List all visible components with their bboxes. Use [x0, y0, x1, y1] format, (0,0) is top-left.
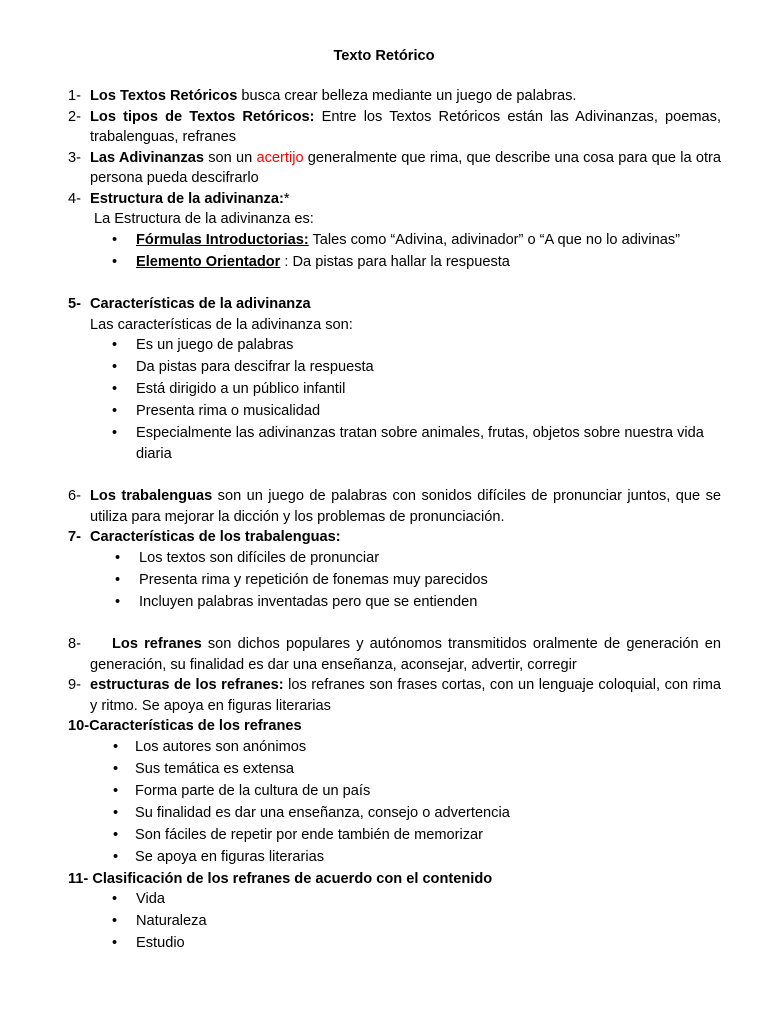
bullet-icon: •: [113, 826, 119, 843]
section-number: 8-: [68, 636, 81, 652]
bullet-text: Es un juego de palabras: [136, 337, 294, 353]
bullet-icon: •: [115, 593, 121, 610]
section-number: 4-: [68, 190, 81, 207]
section-label: 11- Clasificación de los refranes de acuerdo con el contenido: [68, 870, 493, 887]
section-7: [0, 527, 721, 548]
bullet-icon: •: [113, 848, 119, 865]
section-text: generalmente que rima, que describe una cosa para que la otra persona pueda descifrarlo: [90, 149, 721, 186]
bullet-icon: •: [113, 738, 119, 755]
section-9: [0, 675, 721, 716]
list-item: [0, 933, 721, 954]
section-label: Los tipos de Textos Retóricos:: [90, 108, 315, 125]
section-label: Estructura de la adivinanza:: [90, 190, 284, 207]
bullet-text: Especialmente las adivinanzas tratan sobre animales, frutas, objetos sobre nuestra vida diaria: [136, 425, 704, 462]
section-number: 2-: [68, 108, 81, 125]
section-label: Características de los trabalenguas:: [90, 529, 341, 545]
section-4: [0, 189, 721, 210]
section-text: los refranes son frases cortas, con un lenguaje coloquial, con rima y ritmo. Se apoya en figuras literarias: [90, 677, 721, 714]
bullet-icon: •: [112, 891, 118, 907]
section-number: 9-: [68, 677, 81, 693]
section-number: 6-: [68, 488, 81, 504]
bullet-text: Tales como “Adivina, adivinador” o “A que no lo adivinas”: [308, 231, 680, 248]
bullet-text: Incluyen palabras inventadas pero que se entienden: [139, 593, 478, 610]
section-text: son un: [204, 149, 257, 166]
section-label: 10-Características de los refranes: [68, 718, 302, 734]
list-item: [0, 401, 721, 422]
page-title: Texto Retórico: [333, 48, 435, 64]
list-item: [0, 548, 721, 569]
section-text: busca crear belleza mediante un juego de palabras.: [237, 88, 577, 104]
section-11-bullets: [0, 889, 768, 954]
section-11: [0, 869, 721, 890]
list-item: [0, 379, 721, 400]
section-label: Los trabalenguas: [90, 488, 213, 504]
bullet-icon: •: [112, 359, 118, 375]
list-item: [0, 252, 721, 273]
section-4-intro: La Estructura de la adivinanza es:: [94, 211, 314, 227]
section-4-bullets: [0, 230, 768, 273]
list-item: [0, 335, 721, 356]
list-item: [0, 911, 721, 932]
list-item: [0, 889, 721, 910]
section-5: [0, 294, 721, 315]
bullet-icon: •: [115, 549, 121, 566]
section-text: son dichos populares y autónomos transmitidos oralmente de generación en generación, su finalidad es dar una enseñanza, aconsejar, advertir, corregir: [90, 636, 721, 673]
bullet-text: Sus temática es extensa: [135, 760, 294, 777]
bullet-text: Se apoya en figuras literarias: [135, 848, 325, 865]
bullet-icon: •: [112, 935, 118, 951]
section-10: [0, 716, 721, 737]
bullet-label: Fórmulas Introductorias:: [136, 231, 309, 248]
bullet-text: Son fáciles de repetir por ende también de memorizar: [135, 826, 483, 843]
bullet-icon: •: [113, 760, 119, 777]
bullet-text: Forma parte de la cultura de un país: [135, 782, 371, 799]
section-number: 1-: [68, 88, 81, 104]
list-item: [0, 847, 720, 868]
section-2: [0, 107, 721, 148]
bullet-text: Presenta rima o musicalidad: [136, 403, 321, 419]
document-body: [0, 86, 768, 955]
list-item: [0, 357, 721, 378]
section-5-intro: Las características de la adivinanza son:: [90, 316, 353, 333]
list-item: [0, 737, 720, 758]
section-label: Los Textos Retóricos: [90, 88, 238, 104]
highlighted-word: acertijo: [256, 149, 304, 166]
bullet-text: : Da pistas para hallar la respuesta: [280, 253, 510, 270]
bullet-icon: •: [113, 804, 119, 821]
bullet-text: Presenta rima y repetición de fonemas muy parecidos: [139, 571, 488, 588]
section-10-bullets: [0, 737, 768, 868]
section-3: [0, 148, 721, 189]
bullet-icon: •: [112, 253, 118, 270]
bullet-icon: •: [113, 782, 119, 799]
bullet-text: Los textos son difíciles de pronunciar: [139, 549, 380, 566]
asterisk: *: [283, 190, 290, 207]
bullet-text: Los autores son anónimos: [135, 738, 307, 755]
list-item: [0, 423, 721, 464]
list-item: [0, 592, 721, 613]
bullet-text: Naturaleza: [136, 913, 207, 929]
list-item: [0, 570, 721, 591]
section-text: son un juego de palabras con sonidos difíciles de pronunciar juntos, que se utiliza para mejorar la dicción y los problemas de pronunciación.: [90, 488, 721, 525]
section-label: Características de la adivinanza: [90, 296, 311, 312]
bullet-text: Vida: [136, 891, 165, 907]
list-item: [0, 803, 720, 824]
section-7-bullets: [0, 548, 768, 613]
bullet-text: Da pistas para descifrar la respuesta: [136, 359, 374, 375]
section-8: [0, 634, 721, 675]
section-6: [0, 486, 721, 527]
bullet-icon: •: [112, 337, 118, 353]
section-1: [0, 86, 721, 107]
section-number: 5-: [68, 296, 81, 312]
section-5-bullets: [0, 335, 768, 464]
list-item: [0, 825, 720, 846]
section-label: estructuras de los refranes:: [90, 677, 284, 693]
bullet-icon: •: [112, 425, 118, 441]
section-text: Entre los Textos Retóricos están las Adivinanzas, poemas, trabalenguas, refranes: [90, 108, 722, 145]
section-label: Las Adivinanzas: [90, 149, 205, 166]
bullet-icon: •: [112, 231, 118, 248]
list-item: [0, 230, 721, 251]
bullet-icon: •: [115, 571, 121, 588]
list-item: [0, 781, 720, 802]
section-number: 3-: [68, 149, 81, 166]
bullet-icon: •: [112, 913, 118, 929]
section-number: 7-: [68, 529, 81, 545]
section-label: Los refranes: [112, 636, 202, 652]
bullet-text: Su finalidad es dar una enseñanza, consejo o advertencia: [135, 804, 510, 821]
bullet-text: Está dirigido a un público infantil: [136, 381, 346, 397]
bullet-icon: •: [112, 403, 118, 419]
bullet-icon: •: [112, 381, 118, 397]
list-item: [0, 759, 720, 780]
bullet-text: Estudio: [136, 935, 185, 951]
bullet-label: Elemento Orientador: [136, 253, 281, 270]
